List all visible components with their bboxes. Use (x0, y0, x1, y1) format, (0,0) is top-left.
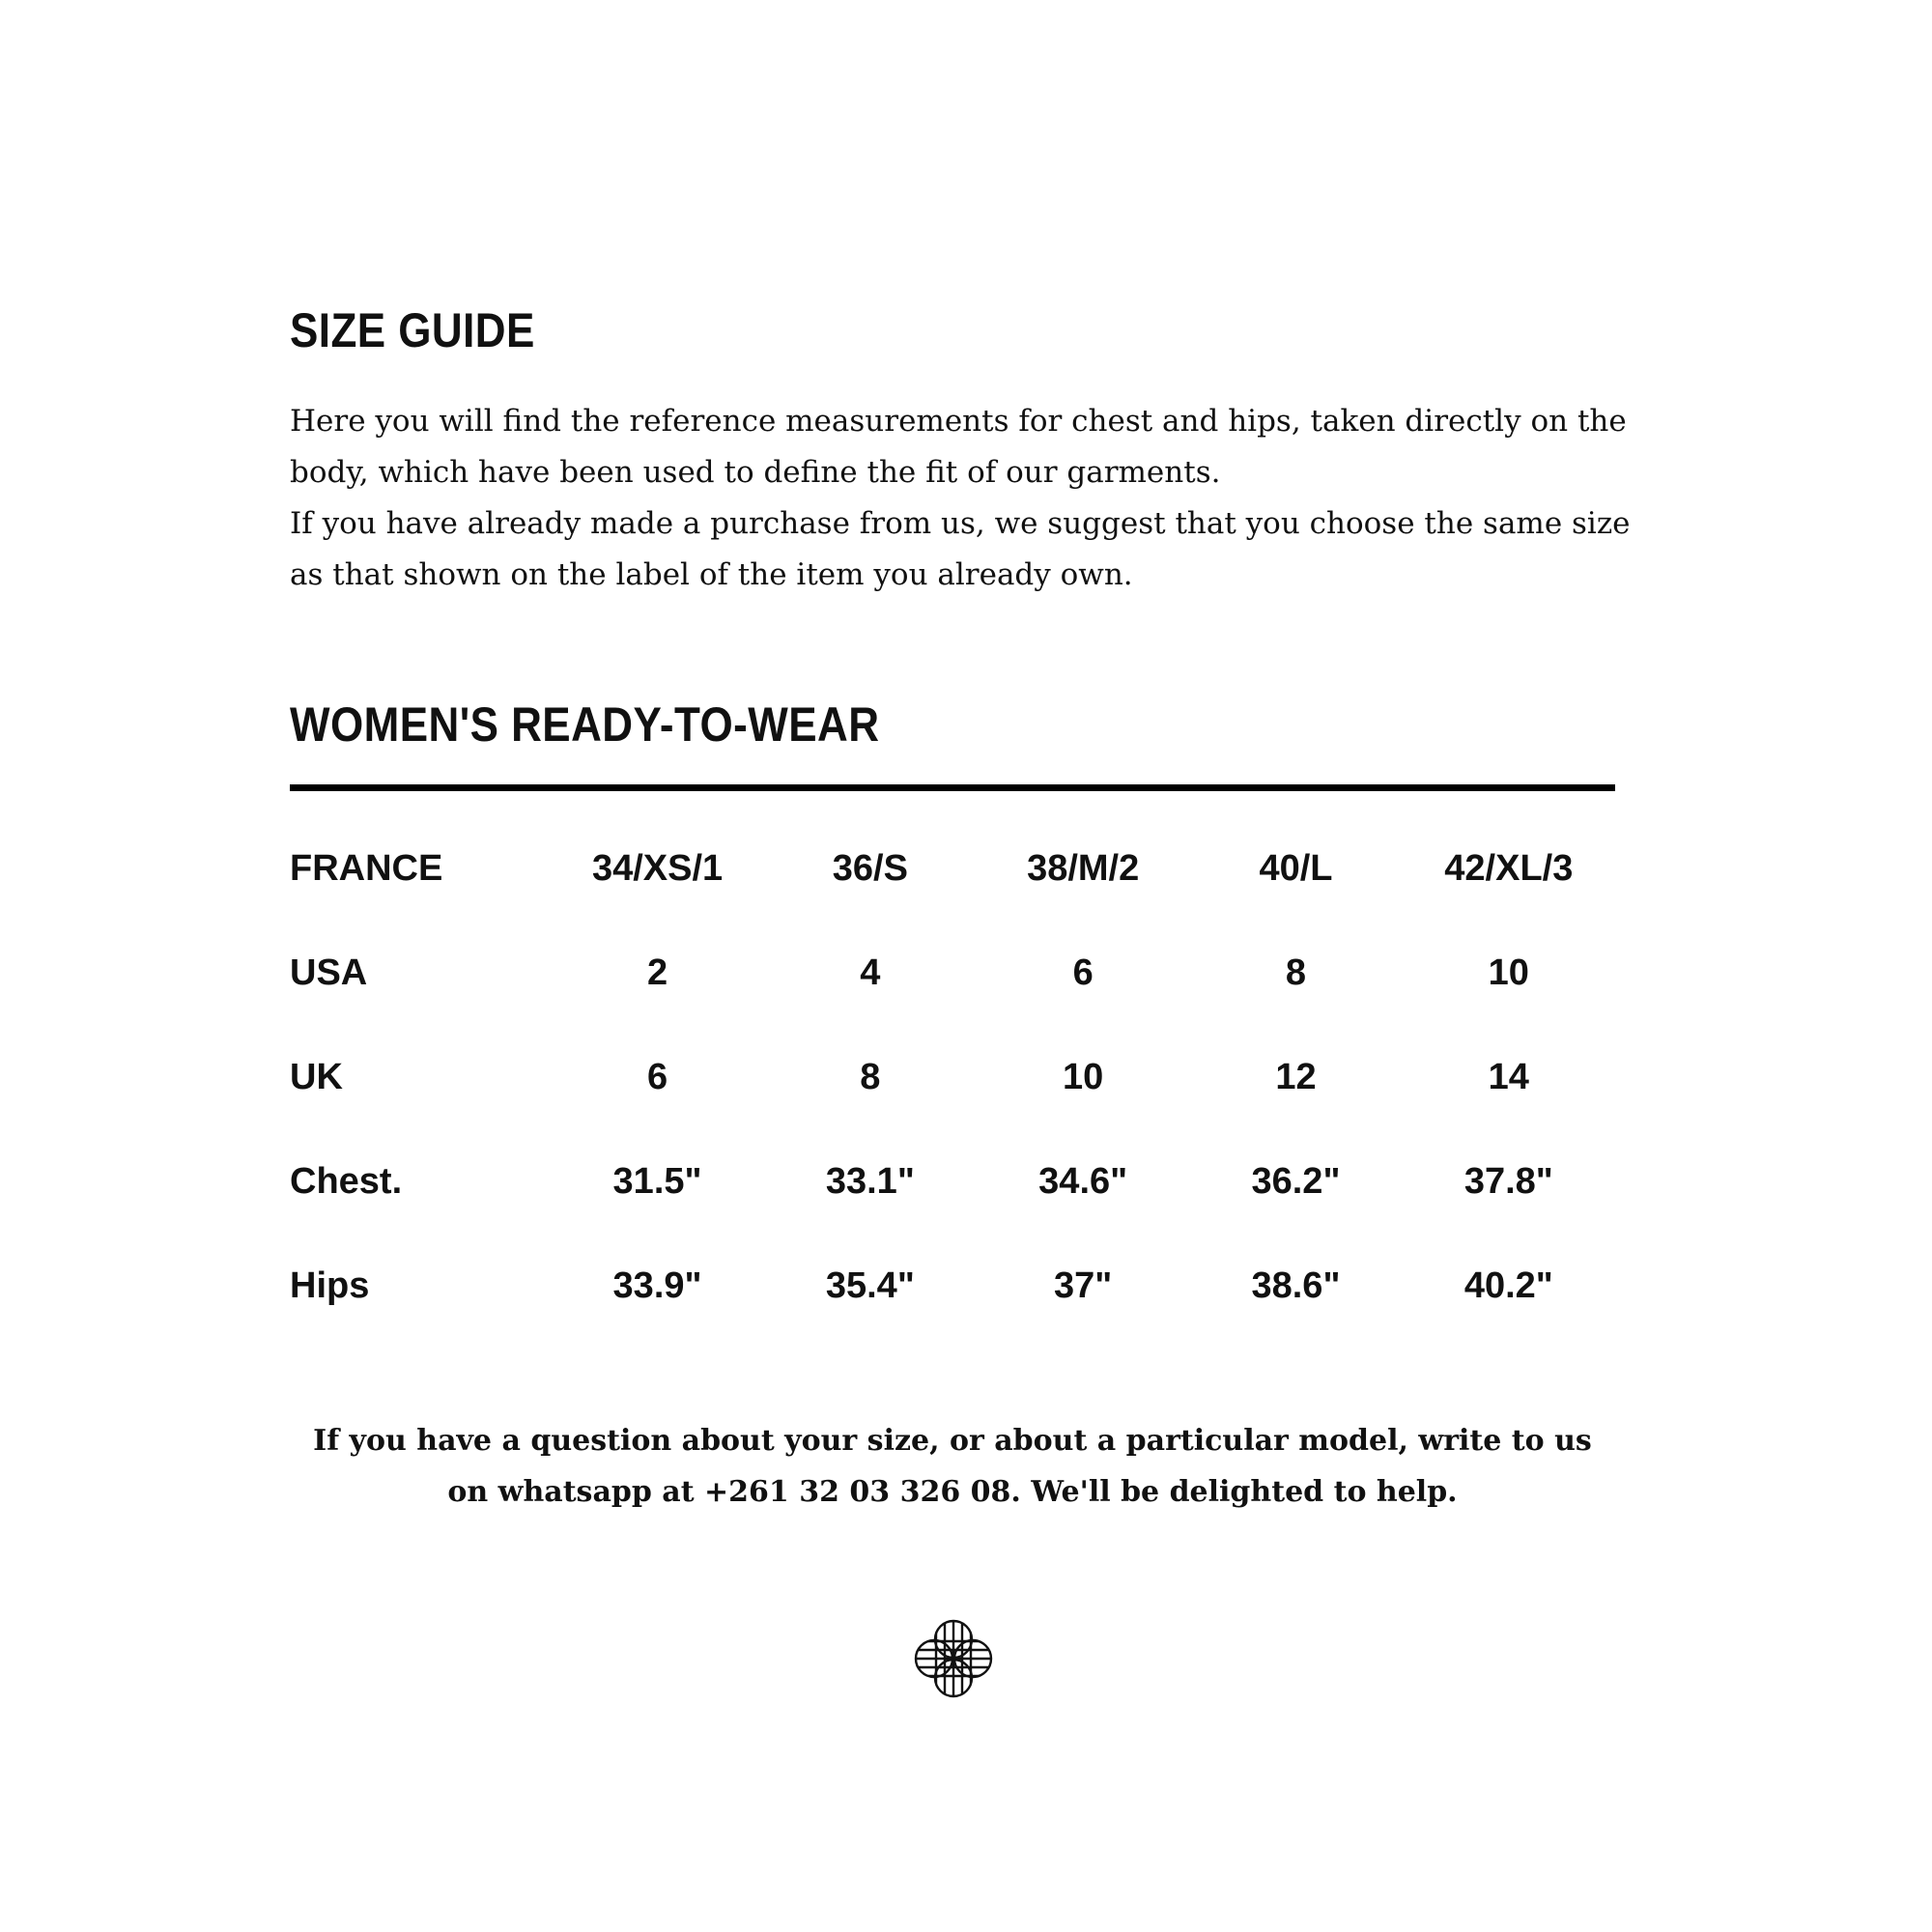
table-cell: 14 (1488, 1056, 1529, 1097)
table-cell: 33.9" (612, 1264, 702, 1306)
table-cell: 10 (1488, 952, 1529, 993)
table-row (290, 1129, 1615, 1234)
table-cell: 8 (1285, 952, 1307, 993)
table-cell: 10 (1063, 1056, 1104, 1097)
table-cell: 37.8" (1463, 1160, 1553, 1202)
lattice-quatrefoil-logo-icon (913, 1618, 994, 1699)
table-cell: 35.4" (825, 1264, 915, 1306)
table-cell: 40.2" (1463, 1264, 1553, 1306)
table-row (290, 1234, 1615, 1338)
row-label: FRANCE (290, 847, 443, 889)
table-cell: 40/L (1259, 847, 1333, 889)
table-cell: 4 (860, 952, 881, 993)
table-cell: 6 (1072, 952, 1094, 993)
size-table (290, 816, 1615, 1338)
table-cell: 8 (860, 1056, 881, 1097)
table-cell: 2 (646, 952, 668, 993)
intro-paragraph: Here you will find the reference measurements for chest and hips, taken directly on the body, which have been used to define the fit of our garments. (290, 404, 1627, 490)
table-cell: 34.6" (1038, 1160, 1128, 1202)
table-row (290, 816, 1615, 921)
table-cell: 38.6" (1251, 1264, 1341, 1306)
row-label: UK (290, 1056, 343, 1097)
table-cell: 6 (646, 1056, 668, 1097)
table-cell: 36.2" (1251, 1160, 1341, 1202)
table-row (290, 921, 1615, 1025)
table-cell: 33.1" (825, 1160, 915, 1202)
row-label: Chest. (290, 1160, 403, 1202)
row-label: USA (290, 952, 368, 993)
section-title: WOMEN'S READY-TO-WEAR (290, 697, 880, 752)
page-title: SIZE GUIDE (290, 303, 535, 357)
contact-note: If you have a question about your size, or about a particular model, write to us on whatsapp at +261 32 03 326 08. We'll be delighted to help. (313, 1424, 1592, 1509)
table-cell: 31.5" (612, 1160, 702, 1202)
intro-text (290, 396, 1642, 601)
table-cell: 12 (1275, 1056, 1317, 1097)
table-cell: 42/XL/3 (1444, 847, 1574, 889)
row-label: Hips (290, 1264, 370, 1306)
table-cell: 37" (1054, 1264, 1113, 1306)
table-cell: 34/XS/1 (591, 847, 724, 889)
table-cell: 38/M/2 (1027, 847, 1140, 889)
section-divider (290, 784, 1615, 791)
table-row (290, 1025, 1615, 1129)
intro-paragraph: If you have already made a purchase from us, we suggest that you choose the same size as that shown on the label of the item you already own. (290, 506, 1631, 592)
table-cell: 36/S (832, 847, 908, 889)
